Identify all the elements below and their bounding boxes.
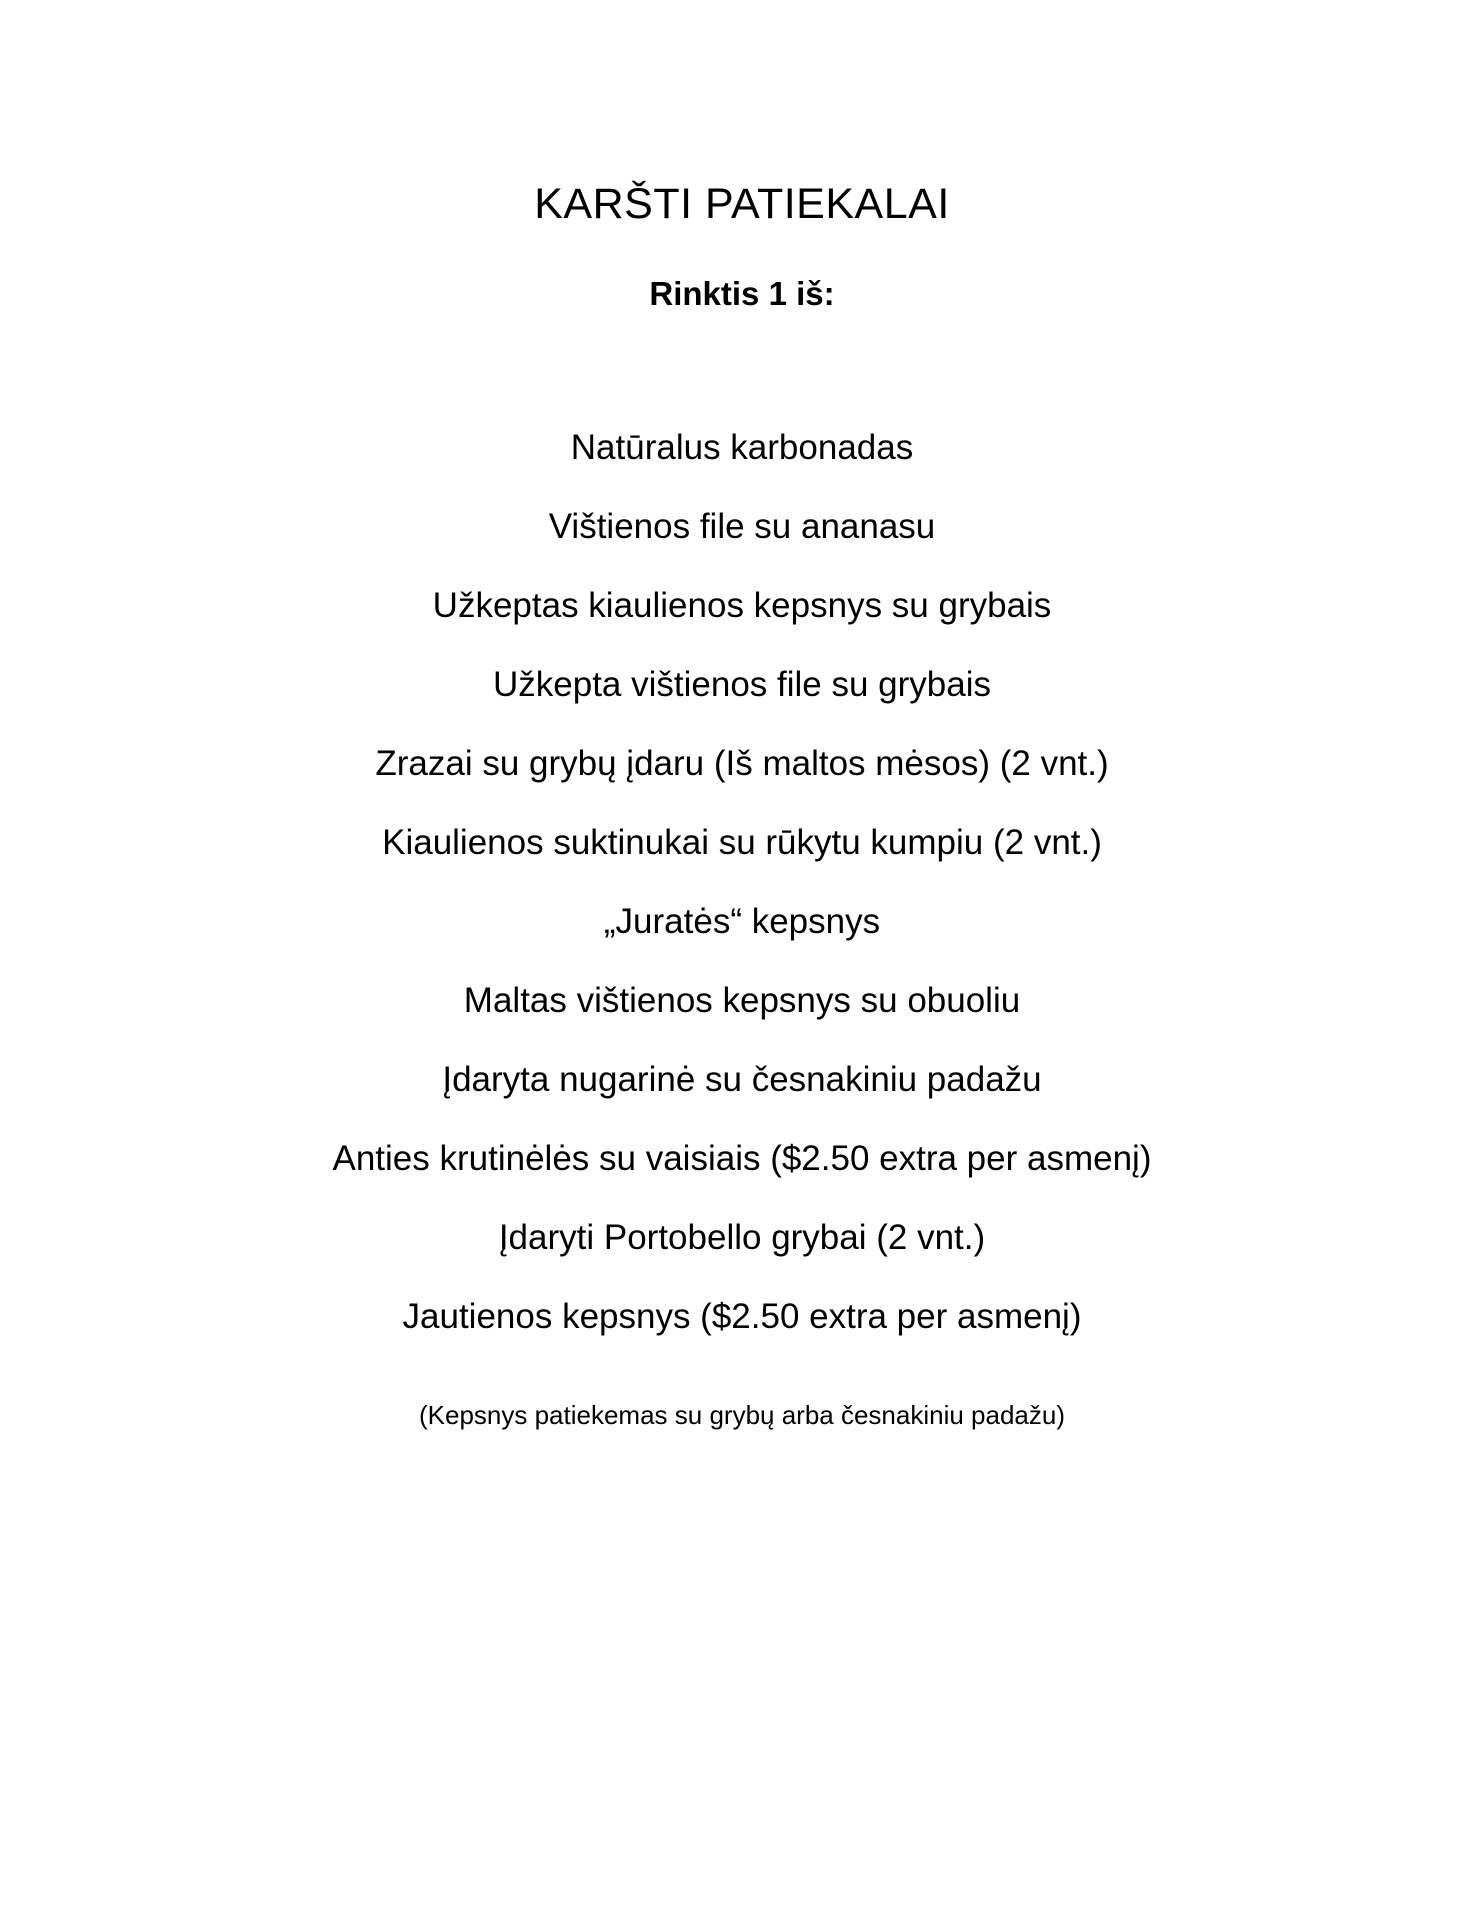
- dish-item: Jautienos kepsnys ($2.50 extra per asmenį): [402, 1297, 1082, 1336]
- dish-item: Įdaryta nugarinė su česnakiniu padažu: [442, 1060, 1042, 1099]
- dish-item: „Juratės“ kepsnys: [603, 902, 881, 941]
- dish-item: Zrazai su grybų įdaru (Iš maltos mėsos) (2 vnt.): [375, 744, 1109, 783]
- footnote: (Kepsnys patiekemas su grybų arba česnakiniu padažu): [418, 1400, 1066, 1430]
- page-subtitle: Rinktis 1 iš:: [649, 275, 835, 312]
- dish-item: Užkepta vištienos file su grybais: [493, 665, 991, 704]
- dish-item: Vištienos file su ananasu: [548, 507, 936, 546]
- dish-item: Natūralus karbonadas: [570, 428, 914, 467]
- dish-item: Kiaulienos suktinukai su rūkytu kumpiu (2 vnt.): [382, 823, 1102, 862]
- dish-item: Įdaryti Portobello grybai (2 vnt.): [498, 1218, 986, 1257]
- dish-item: Maltas vištienos kepsnys su obuoliu: [463, 981, 1021, 1020]
- dish-list: [0, 424, 1484, 1372]
- dish-item: Anties krutinėlės su vaisiais ($2.50 extra per asmenį): [332, 1139, 1152, 1178]
- page-title: KARŠTI PATIEKALAI: [534, 180, 950, 228]
- dish-item: Užkeptas kiaulienos kepsnys su grybais: [432, 586, 1052, 625]
